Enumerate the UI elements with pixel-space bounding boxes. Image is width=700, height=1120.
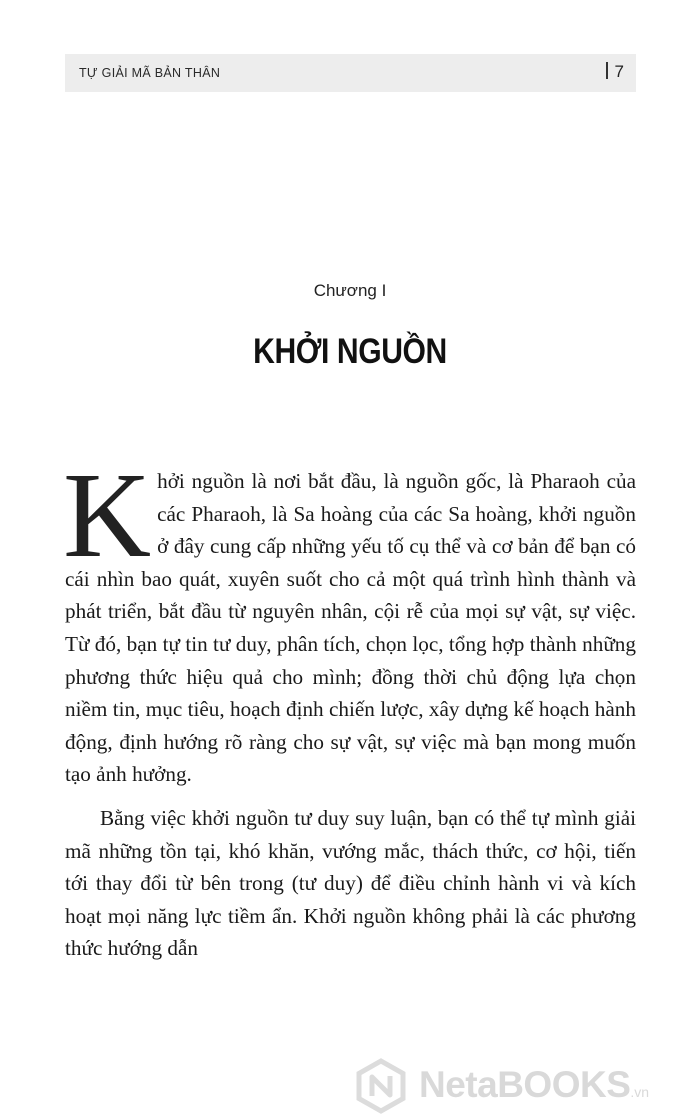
watermark: [353, 1058, 693, 1114]
paragraph-1: [63, 448, 636, 791]
page-number-value: 7: [614, 62, 624, 81]
watermark-text: [419, 1064, 649, 1106]
running-header: [65, 54, 636, 92]
page-number: [606, 62, 624, 82]
drop-cap: K: [63, 448, 152, 583]
chapter-title: KHỞI NGUỒN: [253, 332, 447, 371]
chapter-label: Chương I: [313, 281, 387, 300]
watermark-brand: NetaBOOKS: [419, 1064, 631, 1105]
paragraph-1-text: hởi nguồn là nơi bắt đầu, là nguồn gốc, là Pharaoh của các Pharaoh, là Sa hoàng của các Sa hoàng, khởi nguồn ở đây cung cấp những yếu tố cụ thể và cơ bản để bạn có cái nhìn bao quát, xuyên suốt cho cả một quá trình hình thành và phát triển, bắt đầu từ nguyên nhân, cội rễ của mọi sự vật, sự việc. Từ đó, bạn tự tin tư duy, phân tích, chọn lọc, tổng hợp thành những phương thức hiệu quả cho mình; đồng thời chủ động lựa chọn niềm tin, mục tiêu, hoạch định chiến lược, xây dựng kế hoạch hành động, định hướng rõ ràng cho sự vật, sự việc mà bạn mong muốn tạo ảnh hưởng.: [65, 469, 636, 787]
netabooks-logo-icon: [353, 1058, 409, 1114]
book-title: TỰ GIẢI MÃ BẢN THÂN: [79, 66, 221, 80]
watermark-suffix: .vn: [630, 1084, 650, 1100]
page-divider: [606, 62, 608, 79]
paragraph-2: Bằng việc khởi nguồn tư duy suy luận, bạn có thể tự mình giải mã những tồn tại, khó khăn, vướng mắc, thách thức, cơ hội, tiến tới thay đổi từ bên trong (tư duy) để điều chỉnh hành vi và kích hoạt mọi năng lực tiềm ẩn. Khởi nguồn không phải là các phương thức hướng dẫn: [65, 805, 636, 961]
body-text: [63, 448, 636, 965]
